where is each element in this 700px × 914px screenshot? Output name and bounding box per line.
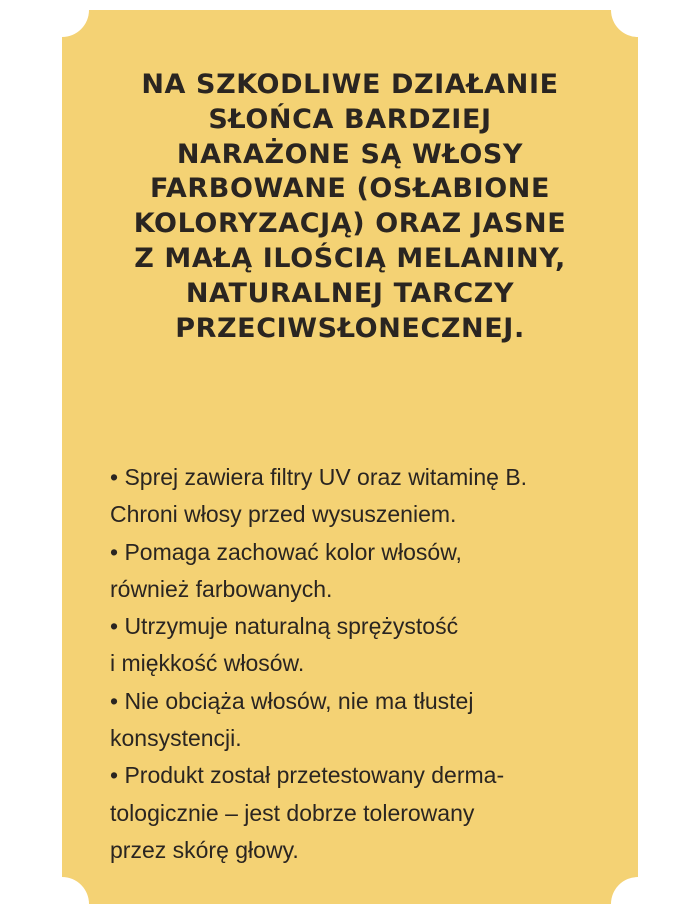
headline-line: SŁOŃCA BARDZIEJ [208, 103, 492, 135]
headline-line: Z MAŁĄ ILOŚCIĄ MELANINY, [134, 242, 566, 274]
benefit-line: tologicznie – jest dobrze tolerowany [110, 799, 475, 826]
benefit-line: również farbowanych. [110, 575, 333, 602]
headline-line: NARAŻONE SĄ WŁOSY [176, 138, 524, 170]
benefit-line: i miękkość włosów. [110, 650, 305, 677]
benefits-list [110, 459, 610, 869]
benefit-line: • Nie obciąża włosów, nie ma tłustej [110, 687, 474, 714]
benefit-line: • Pomaga zachować kolor włosów, [110, 538, 462, 565]
headline-line: KOLORYZACJĄ) ORAZ JASNE [133, 208, 567, 240]
headline [62, 68, 638, 346]
info-card [62, 10, 638, 904]
benefit-line: przez skórę głowy. [110, 836, 299, 863]
benefit-line: • Produkt został przetestowany derma- [110, 762, 505, 789]
headline-line: NA SZKODLIWE DZIAŁANIE [141, 69, 559, 100]
headline-line: FARBOWANE (OSŁABIONE [149, 173, 551, 205]
benefit-line: • Utrzymuje naturalną sprężystość [110, 613, 459, 640]
benefit-line: • Sprej zawiera filtry UV oraz witaminę B. [110, 464, 528, 490]
headline-line: NATURALNEJ TARCZY [185, 277, 515, 309]
headline-line: PRZECIWSŁONECZNEJ. [175, 312, 525, 344]
benefit-line: Chroni włosy przed wysuszeniem. [110, 501, 457, 528]
benefit-line: konsystencji. [110, 725, 242, 752]
